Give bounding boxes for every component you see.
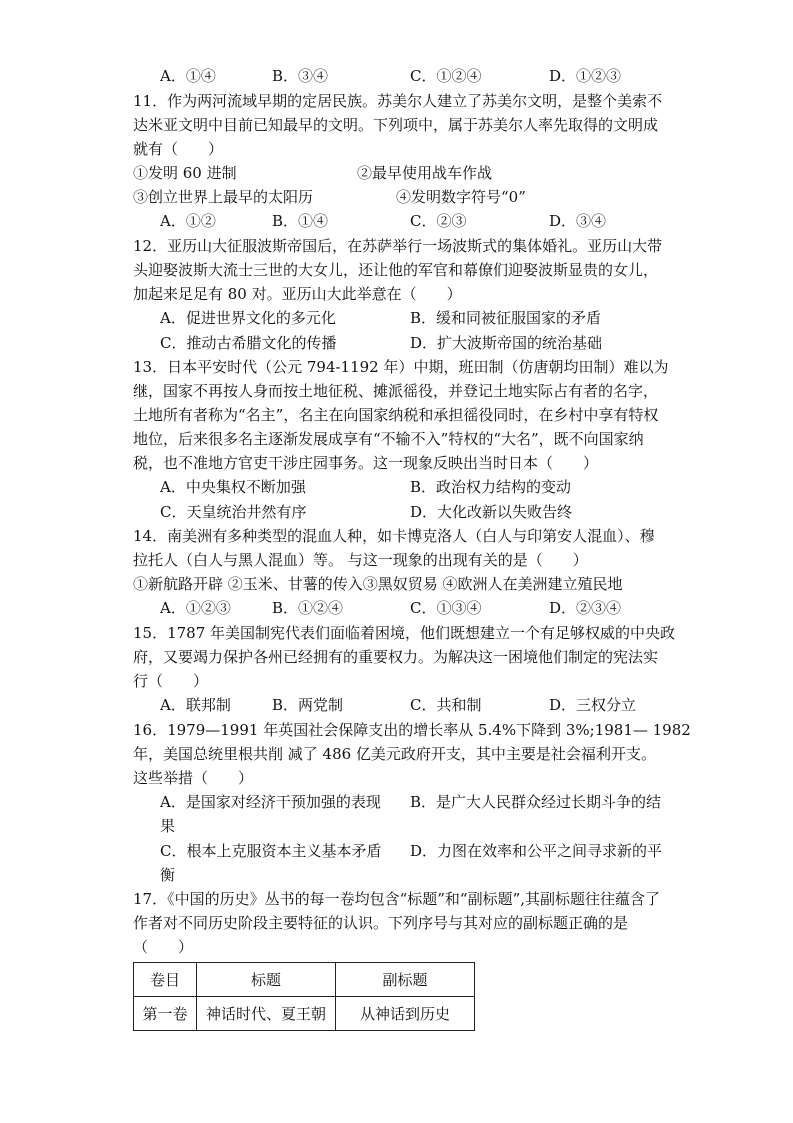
q11-option-a[interactable]: A．①②: [160, 212, 216, 230]
question-13-line-3: 土地所有者称为“名主”，名主在向国家纳税和承担徭役同时，在乡村中享有特权: [133, 406, 659, 424]
q15-option-b[interactable]: B．两党制: [272, 696, 344, 714]
q15-option-d[interactable]: D．三权分立: [549, 696, 637, 714]
question-17-line-1: 17．《中国的历史》丛书的每一卷均包含“标题”和“副标题”,其副标题往往蕴含了: [133, 890, 661, 908]
question-14-line-1: 14．南美洲有多种类型的混血人种，如卡博克洛人（白人与印第安人混血）、穆: [133, 527, 655, 545]
option-d[interactable]: D．①②③: [549, 67, 622, 85]
question-17-line-3: （ ）: [133, 938, 194, 956]
question-13-line-5: 税，也不准地方官吏干涉庄园事务。这一现象反映出当时日本（ ）: [133, 454, 599, 472]
q16-option-c[interactable]: C．根本上克服资本主义基本矛盾: [160, 842, 382, 860]
table-header: 副标题: [336, 963, 475, 997]
q12-option-a[interactable]: A．促进世界文化的多元化: [160, 309, 336, 327]
q16-option-d[interactable]: D．力图在效率和公平之间寻求新的平: [410, 842, 663, 860]
q16-option-b-continued: 果: [160, 817, 176, 835]
table-cell: 第一卷: [134, 997, 197, 1031]
q16-option-a[interactable]: A．是国家对经济干预加强的表现: [160, 793, 381, 811]
question-16-line-2: 年，美国总统里根共削 减了 486 亿美元政府开支，其中主要是社会福利开支。: [133, 745, 656, 763]
question-13-line-2: 继，国家不再按人身而按土地征税、摊派徭役，并登记土地实际占有者的名字，: [133, 382, 659, 400]
q14-option-a[interactable]: A．①②③: [160, 599, 231, 617]
q15-option-c[interactable]: C．共和制: [410, 696, 482, 714]
table-header: 卷目: [134, 963, 197, 997]
q16-option-b[interactable]: B．是广大人民群众经过长期斗争的结: [410, 793, 662, 811]
table-cell: 从神话到历史: [336, 997, 475, 1031]
volume-table: [133, 962, 475, 1031]
question-16-line-1: 16．1979—1991 年英国社会保障支出的增长率从 5.4%下降到 3%;1981— 1982: [133, 721, 691, 739]
question-12-line-3: 加起来足足有 80 对。亚历山大此举意在（ ）: [133, 285, 462, 303]
option-a[interactable]: A．①④: [160, 67, 216, 85]
q13-option-d[interactable]: D．大化改新以失败告终: [410, 503, 573, 521]
table-header-row: [134, 963, 475, 997]
q11-item-1: ①发明 60 进制: [133, 164, 237, 182]
option-c[interactable]: C．①②④: [410, 67, 482, 85]
question-14-line-2: 拉托人（白人与黑人混血）等。 与这一现象的出现有关的是（ ）: [133, 551, 588, 569]
table-header: 标题: [197, 963, 336, 997]
table-row: [134, 997, 475, 1031]
q14-option-c[interactable]: C．①③④: [410, 599, 482, 617]
option-b[interactable]: B．③④: [272, 67, 329, 85]
question-12-line-1: 12．亚历山大征服波斯帝国后，在苏萨举行一场波斯式的集体婚礼。亚历山大带: [133, 237, 663, 255]
question-11-line-1: 11．作为两河流域早期的定居民族。苏美尔人建立了苏美尔文明，是整个美索不: [133, 92, 663, 110]
question-15-line-1: 15．1787 年美国制宪代表们面临着困境，他们既想建立一个有足够权威的中央政: [133, 624, 676, 642]
q11-option-d[interactable]: D．③④: [549, 212, 607, 230]
q11-item-2: ②最早使用战车作战: [357, 164, 493, 182]
q16-option-d-continued: 衡: [160, 866, 176, 884]
q12-option-d[interactable]: D．扩大波斯帝国的统治基础: [410, 334, 603, 352]
question-13-line-4: 地位，后来很多名主逐渐发展成享有“不输不入”特权的“大名”，既不向国家纳: [133, 430, 644, 448]
question-13-line-1: 13．日本平安时代（公元 794-1192 年）中期，班田制（仿唐朝均田制）难以为: [133, 358, 669, 376]
question-15-line-3: 行（ ）: [133, 672, 209, 690]
table-cell: 神话时代、夏王朝: [197, 997, 336, 1031]
q13-option-a[interactable]: A．中央集权不断加强: [160, 478, 306, 496]
q12-option-b[interactable]: B．缓和同被征服国家的矛盾: [410, 309, 602, 327]
q15-option-a[interactable]: A．联邦制: [160, 696, 231, 714]
question-11-line-3: 就有（ ）: [133, 140, 224, 158]
q14-option-d[interactable]: D．②③④: [549, 599, 622, 617]
question-16-line-3: 这些举措（ ）: [133, 769, 254, 787]
question-11-line-2: 达米亚文明中目前已知最早的文明。下列项中，属于苏美尔人率先取得的文明成: [133, 116, 659, 134]
q11-item-3: ③创立世界上最早的太阳历: [133, 188, 314, 206]
question-17-line-2: 作者对不同历史阶段主要特征的认识。下列序号与其对应的副标题正确的是: [133, 914, 629, 932]
q11-option-b[interactable]: B．①④: [272, 212, 329, 230]
q11-item-4: ④发明数字符号“0”: [396, 188, 526, 206]
question-14-line-3: ①新航路开辟 ②玉米、甘薯的传入③黑奴贸易 ④欧洲人在美洲建立殖民地: [133, 575, 623, 593]
q13-option-b[interactable]: B．政治权力结构的变动: [410, 478, 572, 496]
question-15-line-2: 府，又要竭力保护各州已经拥有的重要权力。为解决这一困境他们制定的宪法实: [133, 648, 659, 666]
question-12-line-2: 头迎娶波斯大流士三世的大女儿，还让他的军官和幕僚们迎娶波斯显贵的女儿，: [133, 261, 659, 279]
q14-option-b[interactable]: B．①②④: [272, 599, 344, 617]
q13-option-c[interactable]: C．天皇统治井然有序: [160, 503, 307, 521]
q12-option-c[interactable]: C．推动古希腊文化的传播: [160, 334, 337, 352]
q11-option-c[interactable]: C．②③: [410, 212, 467, 230]
